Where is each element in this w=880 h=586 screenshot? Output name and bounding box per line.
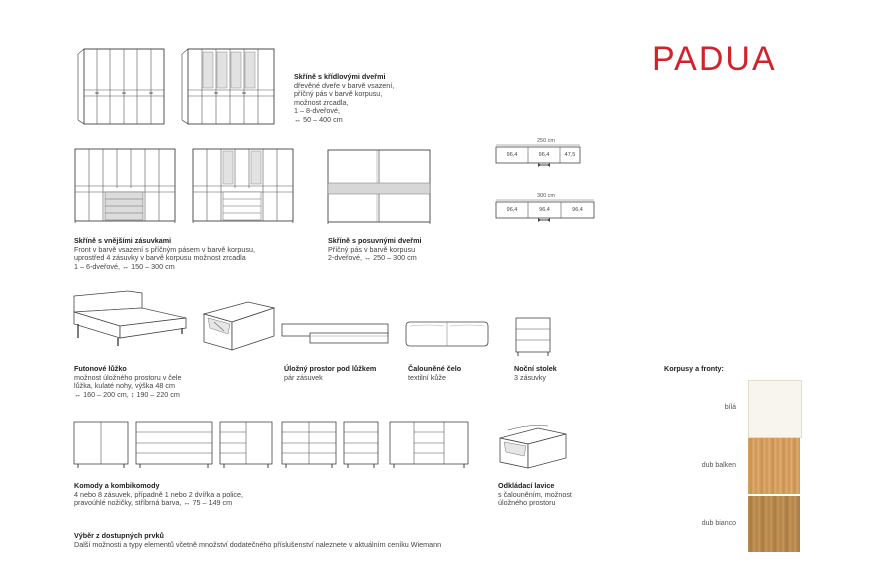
chests-line: 4 nebo 8 zásuvek, případně 1 nebo 2 dvířka a police,	[74, 489, 244, 499]
drawers-line: Front v barvě vsazení s příčným pásem v barvě korpusu,	[74, 244, 255, 254]
plan-300-cell: 96,4	[572, 207, 583, 213]
drawer-wardrobe-mirror-drawing	[192, 148, 294, 224]
headboard-title: Čalouněné čelo	[408, 364, 462, 373]
finishes-title: Korpusy a fronty:	[664, 364, 724, 373]
bench-line: úložného prostoru	[498, 498, 556, 508]
underbed-storage-drawing	[280, 322, 392, 346]
drawer-wardrobes-text	[74, 237, 255, 271]
footer-title: Výběr z dostupných prvků	[74, 531, 164, 540]
drawers-line: 1 – 6-dveřové, ↔ 150 – 300 cm	[74, 261, 175, 271]
underbed-text	[284, 365, 376, 382]
chests-text	[74, 482, 243, 508]
bench-line: s čalouněním, možnost	[498, 489, 572, 499]
hinged-wardrobes-text	[294, 73, 394, 125]
bed-line: ↔ 160 – 200 cm, ↕ 190 – 220 cm	[74, 389, 180, 399]
sliding-wardrobe-drawing	[326, 148, 432, 226]
plan-250-label: 250 cm	[536, 138, 556, 144]
bed-storage-headboard-drawing	[202, 298, 276, 354]
hinged-line: ↔ 50 – 400 cm	[294, 114, 343, 124]
underbed-title: Úložný prostor pod lůžkem	[284, 364, 377, 373]
nightstand-drawing	[514, 316, 554, 358]
sliding-title: Skříně s posuvnými dveřmi	[328, 236, 422, 245]
drawers-line: uprostřed 4 zásuvky v barvě korpusu možnost zrcadla	[74, 253, 246, 263]
hinged-title: Skříně s křídlovými dveřmi	[294, 72, 386, 81]
bench-drawing	[498, 424, 570, 472]
futon-bed-text	[74, 365, 181, 399]
plan-300-cell: 96,4	[506, 207, 518, 213]
plan-300-cell: 96,4	[539, 207, 550, 213]
bench-text	[498, 482, 572, 508]
sliding-line: Příčný pás v barvě korpusu	[328, 244, 416, 254]
drawers-title: Skříně s vnějšími zásuvkami	[74, 236, 172, 245]
swatch-oak-balken	[748, 438, 800, 494]
bed-line: možnost úložného prostoru v čele	[74, 372, 182, 382]
underbed-line: pár zásuvek	[284, 372, 323, 382]
footer-note	[74, 532, 441, 550]
hinged-line: možnost zrcadla,	[294, 97, 349, 107]
swatch-label-white: bílá	[724, 404, 736, 411]
futon-bed-drawing	[72, 290, 190, 348]
footer-text: Další možnosti a typy elementů včetně množství dodatečného příslušenství naleznete v aktuálním ceníku Wiemann	[74, 539, 442, 549]
hinged-line: příčný pás v barvě korpusu,	[294, 89, 383, 99]
bed-line: lůžka, kulaté nohy, výška 48 cm	[74, 381, 175, 391]
chests-drawing	[72, 420, 472, 470]
hinged-line: 1 – 8-dveřové,	[294, 106, 340, 116]
swatch-label-oak-balken: dub balken	[701, 462, 736, 469]
brand-logo: PADUA	[652, 40, 777, 78]
nightstand-line: 3 zásuvky	[514, 372, 546, 382]
swatch-oak-bianco	[748, 496, 800, 552]
hinged-line: dřevěné dveře v barvě vsazení,	[294, 80, 395, 90]
swatch-white	[748, 380, 802, 438]
headboard-line: textilní kůže	[408, 372, 446, 382]
nightstand-title: Noční stolek	[514, 364, 557, 373]
plan-250-cell: 47,5	[564, 152, 576, 158]
sliding-wardrobes-text	[328, 237, 421, 263]
nightstand-text	[514, 365, 557, 382]
chests-line: pravoúhlé nožičky, stříbrná barva, ↔ 75 – 149 cm	[74, 498, 233, 508]
plan-250-cell: 96,4	[506, 152, 518, 158]
plan-250-cell: 96,4	[538, 152, 550, 158]
hinged-wardrobe-plain-drawing	[76, 48, 166, 128]
drawer-wardrobe-plain-drawing	[74, 148, 176, 224]
headboard-text	[408, 365, 461, 382]
bench-title: Odkládací lavice	[498, 481, 555, 490]
swatch-label-oak-bianco: dub bianco	[701, 520, 736, 527]
sliding-line: 2-dveřové, ↔ 250 – 300 cm	[328, 253, 417, 263]
bed-title: Futonové lůžko	[74, 364, 127, 373]
chests-title: Komody a kombikomody	[74, 481, 160, 490]
upholstered-headboard-drawing	[404, 318, 490, 348]
plan-300-label: 300 cm	[536, 193, 556, 199]
hinged-wardrobe-mirror-drawing	[180, 48, 276, 128]
